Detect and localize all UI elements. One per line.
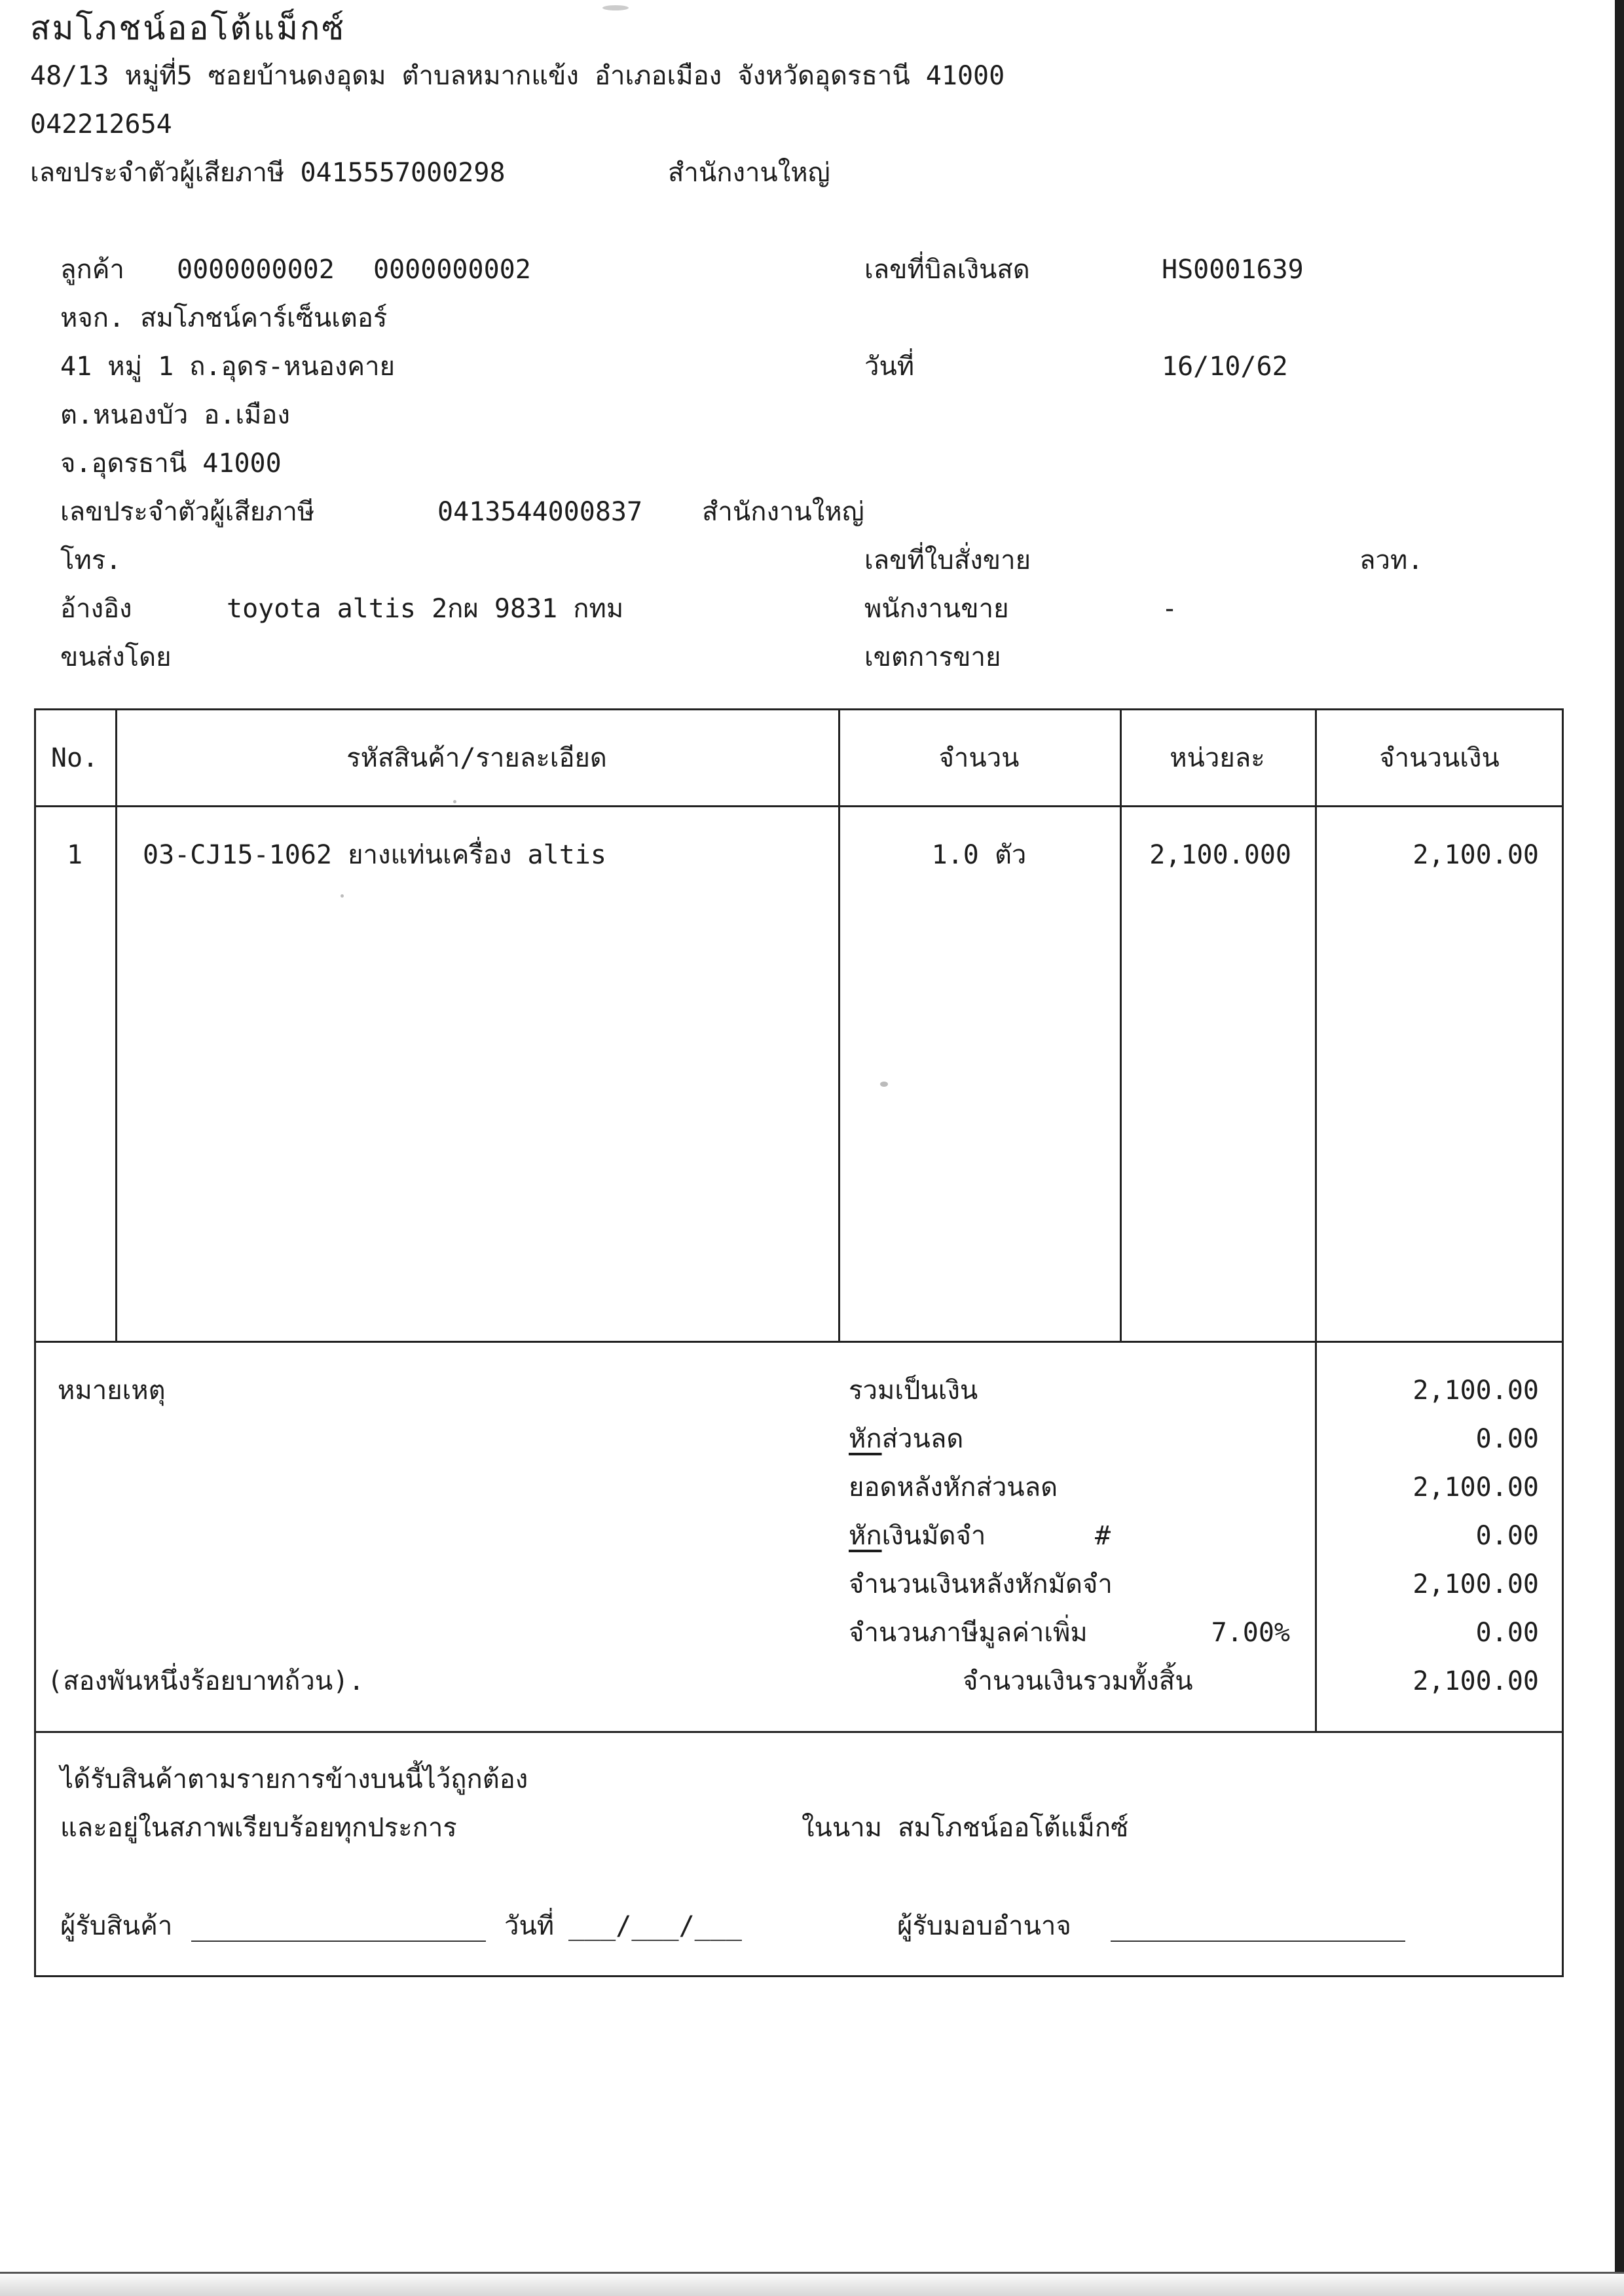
- header-no: No.: [50, 743, 99, 773]
- authorized-label: ผู้รับมอบอำนาจ: [897, 1911, 1071, 1941]
- after-deposit-value: 2,100.00: [1412, 1569, 1539, 1599]
- after-discount-value: 2,100.00: [1412, 1472, 1539, 1503]
- customer-address-3: จ.อุดรธานี 41000: [60, 448, 282, 479]
- subtotal-label: รวมเป็นเงิน: [849, 1376, 978, 1406]
- deposit-text: เงินมัดจำ: [881, 1521, 986, 1551]
- bill-number-label: เลขที่บิลเงินสด: [864, 255, 1030, 285]
- deposit-hash: #: [1095, 1521, 1111, 1551]
- customer-name: หจก. สมโภชน์คาร์เซ็นเตอร์: [60, 303, 388, 333]
- discount-value: 0.00: [1475, 1424, 1539, 1454]
- company-phone: 042212654: [30, 109, 172, 139]
- customer-branch: สำนักงานใหญ่: [702, 497, 864, 527]
- bill-number: HS0001639: [1162, 255, 1304, 285]
- grand-total-label: จำนวนเงินรวมทั้งสิ้น: [963, 1666, 1193, 1696]
- row-quantity: 1.0 ตัว: [931, 840, 1027, 870]
- scan-speck: [453, 800, 456, 803]
- shipping-label: ขนส่งโดย: [60, 642, 172, 672]
- customer-label: ลูกค้า: [60, 255, 124, 285]
- totals-bottom-divider: [34, 1731, 1564, 1733]
- salesperson-label: พนักงานขาย: [864, 594, 1009, 624]
- on-behalf-of: ในนาม สมโภชน์ออโต้แม็กซ์: [802, 1813, 1129, 1843]
- after-deposit-label: จำนวนเงินหลังหักมัดจำ: [849, 1569, 1113, 1599]
- customer-tax-label: เลขประจำตัวผู้เสียภาษี: [60, 497, 315, 527]
- customer-phone-label: โทร.: [60, 545, 122, 575]
- row-amount: 2,100.00: [1412, 840, 1539, 870]
- row-unit-price: 2,100.000: [1149, 840, 1291, 870]
- reference-value: toyota altis 2กผ 9831 กทม: [227, 594, 624, 624]
- after-discount-label: ยอดหลังหักส่วนลด: [849, 1472, 1058, 1503]
- header-amount: จำนวนเงิน: [1379, 743, 1500, 773]
- header-quantity: จำนวน: [938, 743, 1020, 773]
- receiver-label: ผู้รับสินค้า: [60, 1911, 173, 1941]
- vat-value: 0.00: [1475, 1618, 1539, 1648]
- remark-label: หมายเหตุ: [58, 1376, 166, 1406]
- header-unit-price: หน่วยละ: [1170, 743, 1265, 773]
- col-divider-qty: [1120, 708, 1122, 1342]
- deposit-prefix: หัก: [849, 1521, 882, 1551]
- received-statement-1: ได้รับสินค้าตามรายการข้างบนนี้ไว้ถูกต้อง: [60, 1764, 528, 1795]
- customer-address-1: 41 หมู่ 1 ถ.อุดร-หนองคาย: [60, 352, 396, 382]
- sales-order-suffix: ลวท.: [1359, 545, 1424, 575]
- sales-area-label: เขตการขาย: [864, 642, 1001, 672]
- scan-bottom-edge: [0, 2272, 1624, 2296]
- deposit-label: [849, 1523, 986, 1549]
- col-divider-no: [115, 708, 117, 1342]
- scan-speck: [602, 5, 629, 10]
- customer-address-2: ต.หนองบัว อ.เมือง: [60, 400, 290, 430]
- customer-code-1: 0000000002: [177, 255, 335, 285]
- sales-order-label: เลขที่ใบสั่งขาย: [864, 545, 1031, 575]
- customer-tax-id: 0413544000837: [437, 497, 643, 527]
- header-divider: [34, 805, 1564, 807]
- header-description: รหัสสินค้า/รายละเอียด: [346, 743, 607, 773]
- subtotal-value: 2,100.00: [1412, 1376, 1539, 1406]
- grand-total-value: 2,100.00: [1412, 1666, 1539, 1696]
- receive-date-blank: ___/___/___: [568, 1911, 742, 1941]
- scan-edge-shadow: [1615, 0, 1624, 2296]
- receive-date-label: วันที่: [504, 1911, 555, 1941]
- vat-label: จำนวนภาษีมูลค่าเพิ่ม: [849, 1618, 1088, 1648]
- company-address: 48/13 หมู่ที่5 ซอยบ้านดงอุดม ตำบลหมากแข้ง อำเภอเมือง จังหวัดอุดรธานี 41000: [30, 61, 1005, 91]
- company-tax-id: เลขประจำตัวผู้เสียภาษี 0415557000298: [30, 158, 506, 188]
- discount-label: [849, 1426, 963, 1452]
- date-label: วันที่: [864, 352, 915, 382]
- discount-prefix: หัก: [849, 1424, 882, 1454]
- scan-speck: [880, 1082, 888, 1087]
- receiver-signature-line: [191, 1941, 486, 1942]
- scan-speck: [341, 894, 344, 898]
- row-description: 03-CJ15-1062 ยางแท่นเครื่อง altis: [143, 840, 606, 870]
- company-branch: สำนักงานใหญ่: [668, 158, 830, 188]
- authorized-signature-line: [1111, 1941, 1405, 1942]
- col-divider-desc: [838, 708, 840, 1342]
- items-bottom-divider: [34, 1341, 1564, 1343]
- salesperson-value: -: [1162, 594, 1178, 624]
- reference-label: อ้างอิง: [60, 594, 132, 624]
- date-value: 16/10/62: [1162, 352, 1288, 382]
- deposit-value: 0.00: [1475, 1521, 1539, 1551]
- amount-in-words: (สองพันหนึ่งร้อยบาทถ้วน).: [47, 1666, 365, 1696]
- vat-rate: 7.00%: [1211, 1618, 1290, 1648]
- discount-text: ส่วนลด: [881, 1424, 964, 1454]
- received-statement-2: และอยู่ในสภาพเรียบร้อยทุกประการ: [60, 1813, 457, 1843]
- row-no: 1: [66, 840, 83, 870]
- customer-code-2: 0000000002: [373, 255, 531, 285]
- company-name: สมโภชน์ออโต้แม็กซ์: [30, 9, 346, 47]
